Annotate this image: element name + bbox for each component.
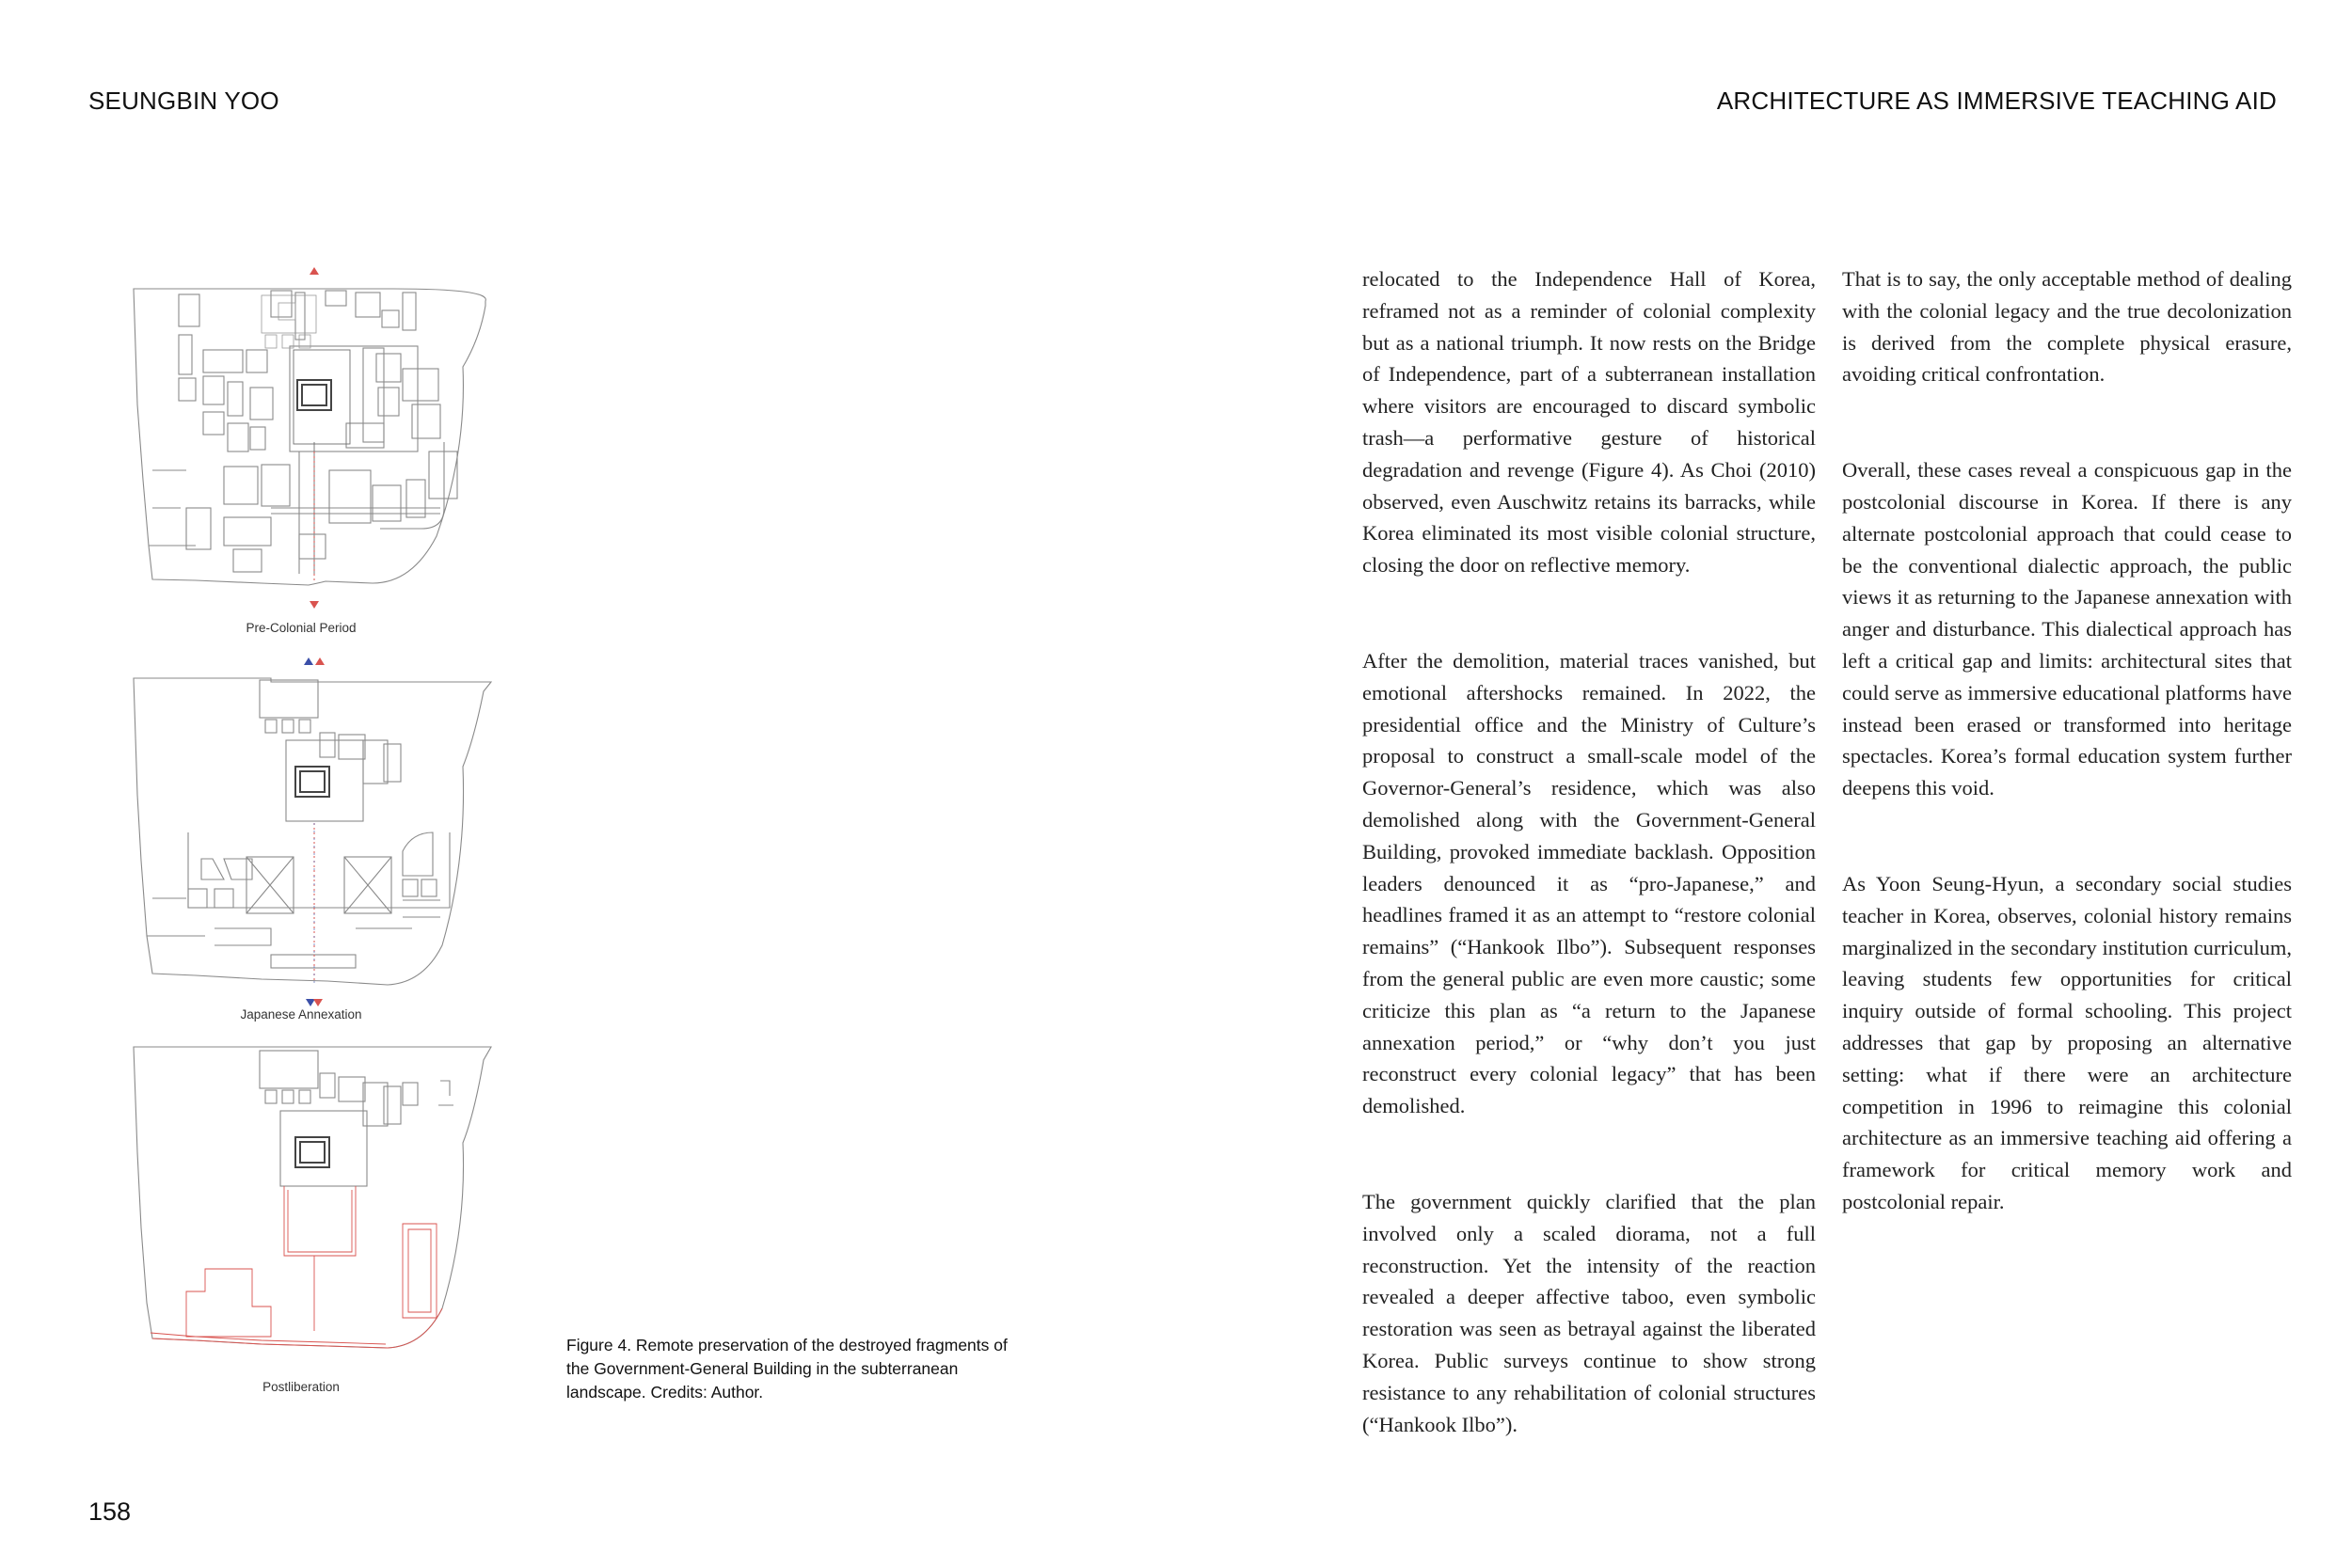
figure-caption: Figure 4. Remote preservation of the destroyed fragments of the Government-General Building in the subterranean landscape. Credits: Author. <box>566 1336 1008 1402</box>
plan-label-japanese-annexation: Japanese Annexation <box>240 1007 362 1022</box>
paragraph: The government quickly clarified that the plan involved only a scaled diorama, not a full reconstruction. Yet the intensity of the reaction revealed a deeper affective taboo, even symbolic restoration was seen as betrayal against the liberated Korea. Public surveys continue to show strong resistance to any rehabilitation of colonial structures (“Hankook Ilbo”). <box>1362 1189 1816 1436</box>
text-column-right <box>1842 263 2292 1218</box>
text-column-left <box>1362 263 1816 1440</box>
site-plan-japanese-annexation <box>130 654 497 1011</box>
page-number: 158 <box>88 1497 132 1526</box>
paragraph: After the demolition, material traces vanished, but emotional aftershocks remained. In 2022, the presidential office and the Ministry of Culture’s proposal to construct a small-scale model of the Governor-General’s residence, which was also demolished along with the Government-General Building, provoked immediate backlash. Opposition leaders denounced it as “pro-Japanese,” and headlines framed it as an attempt to “restore colonial remains” (“Hankook Ilbo”). Subsequent responses from the general public are even more caustic; some criticize this plan as “a return to the Japanese annexation period,” or “why don’t you just reconstruct every colonial legacy” that has been demolished. <box>1362 648 1816 1118</box>
running-head-author: SEUNGBIN YOO <box>88 87 279 115</box>
site-plan-postliberation <box>130 1039 497 1387</box>
plan-label-pre-colonial: Pre-Colonial Period <box>246 621 357 635</box>
paragraph: Overall, these cases reveal a conspicuous gap in the postcolonial discourse in Korea. If there is any alternate postcolonial approach that could cease to be the conventional dialectic approach, the public views it as returning to the Japanese annexation with anger and disturbance. This dialectical approach has left a critical gap and limits: architectural sites that could serve as immersive educational platforms have instead been erased or transformed into heritage spectacles. Korea’s formal education system further deepens this void. <box>1842 458 2292 800</box>
paragraph: As Yoon Seung-Hyun, a secondary social studies teacher in Korea, observes, colonial history remains marginalized in the secondary institution curriculum, leaving students few opportunities for critical inquiry outside of formal schooling. This project addresses that gap by proposing an alternative setting: what if there were an architecture competition in 1996 to reimagine this colonial architecture as an immersive teaching aid offering a framework for critical memory work and postcolonial repair. <box>1842 871 2292 1213</box>
site-plan-pre-colonial <box>130 263 497 611</box>
paragraph: That is to say, the only acceptable method of dealing with the colonial legacy and the true decolonization is derived from the complete physical erasure, avoiding critical confrontation. <box>1842 267 2292 387</box>
plan-label-postliberation: Postliberation <box>262 1380 340 1394</box>
paragraph: relocated to the Independence Hall of Korea, reframed not as a reminder of colonial complexity but as a national triumph. It now rests on the Bridge of Independence, part of a subterranean installation where visitors are encouraged to discard symbolic trash—a performative gesture of historical degradation and revenge (Figure 4). As Choi (2010) observed, even Auschwitz retains its barracks, while Korea eliminated its most visible colonial structure, closing the door on reflective memory. <box>1362 267 1816 578</box>
running-head-title: ARCHITECTURE AS IMMERSIVE TEACHING AID <box>1716 87 2277 115</box>
